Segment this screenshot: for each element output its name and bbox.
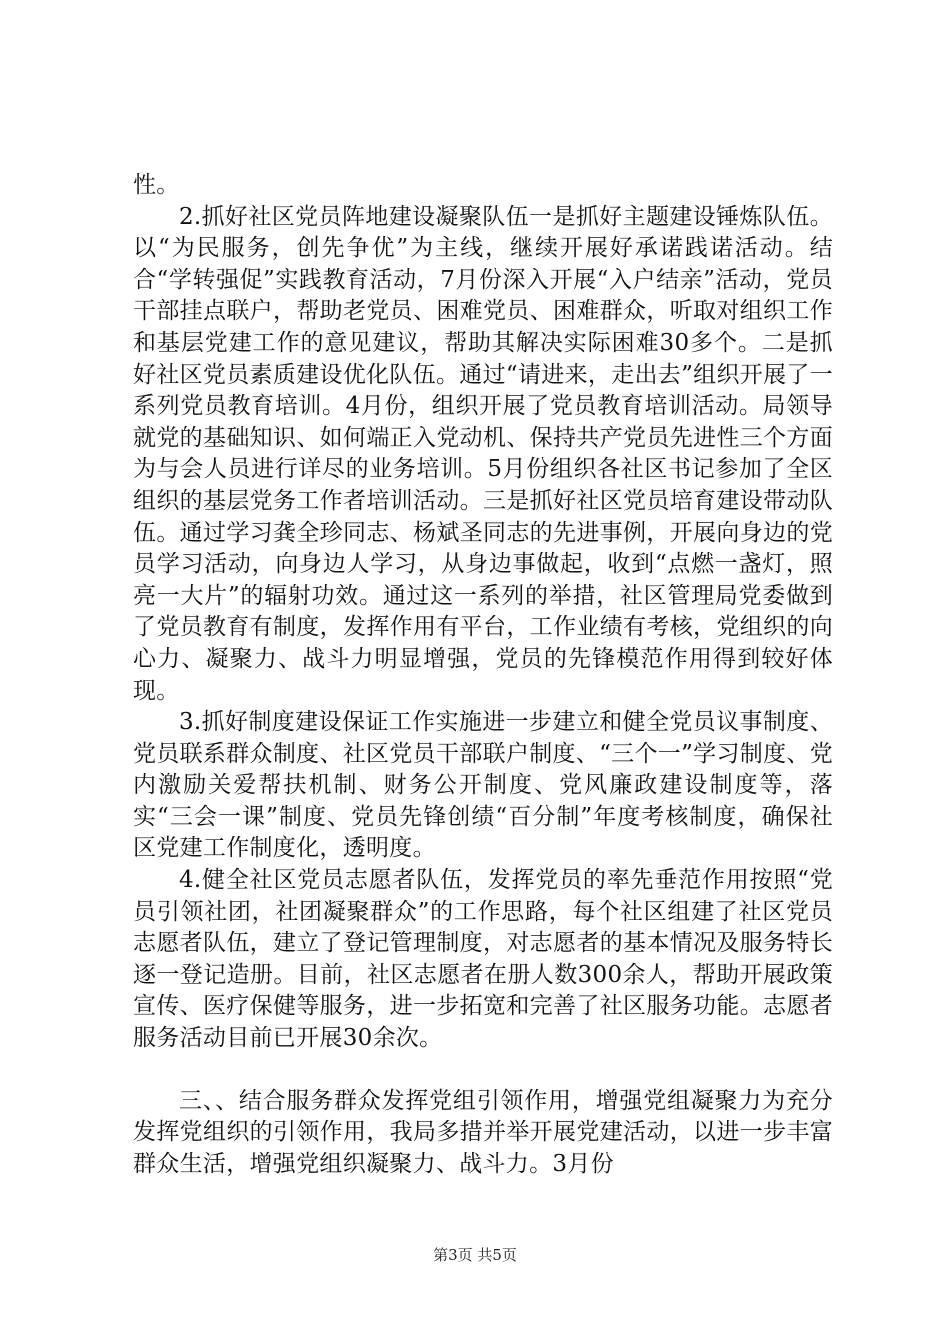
- paragraph-item-3: 3.抓好制度建设保证工作实施进一步建立和健全党员议事制度、党员联系群众制度、社区党员干部联户制度、“三个一”学习制度、党内激励关爱帮扶机制、财务公开制度、党风廉政建设制度等，落实“三会一课”制度、党员先锋创绩“百分制”年度考核制度，确保社区党建工作制度化，透明度。: [133, 709, 833, 862]
- paragraph-item-2: 2.抓好社区党员阵地建设凝聚队伍一是抓好主题建设锤炼队伍。以“为民服务，创先争优”为主线，继续开展好承诺践诺活动。结合“学转强促”实践教育活动，7月份深入开展“入户结亲”活动，党员干部挂点联户，帮助老党员、困难党员、困难群众，听取对组织工作和基层党建工作的意见建议，帮助其解决实际困难30多个。二是抓好社区党员素质建设优化队伍。通过“请进来，走出去”组织开展了一系列党员教育培训。4月份，组织开展了党员教育培训活动。局领导就党的基础知识、如何端正入党动机、保持共产党员先进性三个方面为与会人员进行详尽的业务培训。5月份组织各社区书记参加了全区组织的基层党务工作者培训活动。三是抓好社区党员培育建设带动队伍。通过学习龚全珍同志、杨斌圣同志的先进事例，开展向身边的党员学习活动，向身边人学习，从身边事做起，收到“点燃一盏灯，照亮一大片”的辐射功效。通过这一系列的举措，社区管理局党委做到了党员教育有制度，发挥作用有平台，工作业绩有考核，党组织的向心力、凝聚力、战斗力明显增强，党员的先锋模范作用得到较好体现。: [133, 203, 833, 704]
- paragraph-continuation: 性。: [133, 172, 180, 198]
- paragraph-section-3: 三、、结合服务群众发挥党组引领作用，增强党组凝聚力为充分发挥党组织的引领作用，我局多措并举开展党建活动，以进一步丰富群众生活，增强党组织凝聚力、战斗力。3月份: [133, 1087, 833, 1177]
- document-body: [133, 170, 833, 1180]
- page-footer: 第3页 共5页: [433, 1246, 517, 1264]
- paragraph-item-4: 4.健全社区党员志愿者队伍，发挥党员的率先垂范作用按照“党员引领社团，社团凝聚群众”的工作思路，每个社区组建了社区党员志愿者队伍，建立了登记管理制度，对志愿者的基本情况及服务特长逐一登记造册。目前，社区志愿者在册人数300余人，帮助开展政策宣传、医疗保健等服务，进一步拓宽和完善了社区服务功能。志愿者服务活动目前已开展30余次。: [133, 867, 833, 1052]
